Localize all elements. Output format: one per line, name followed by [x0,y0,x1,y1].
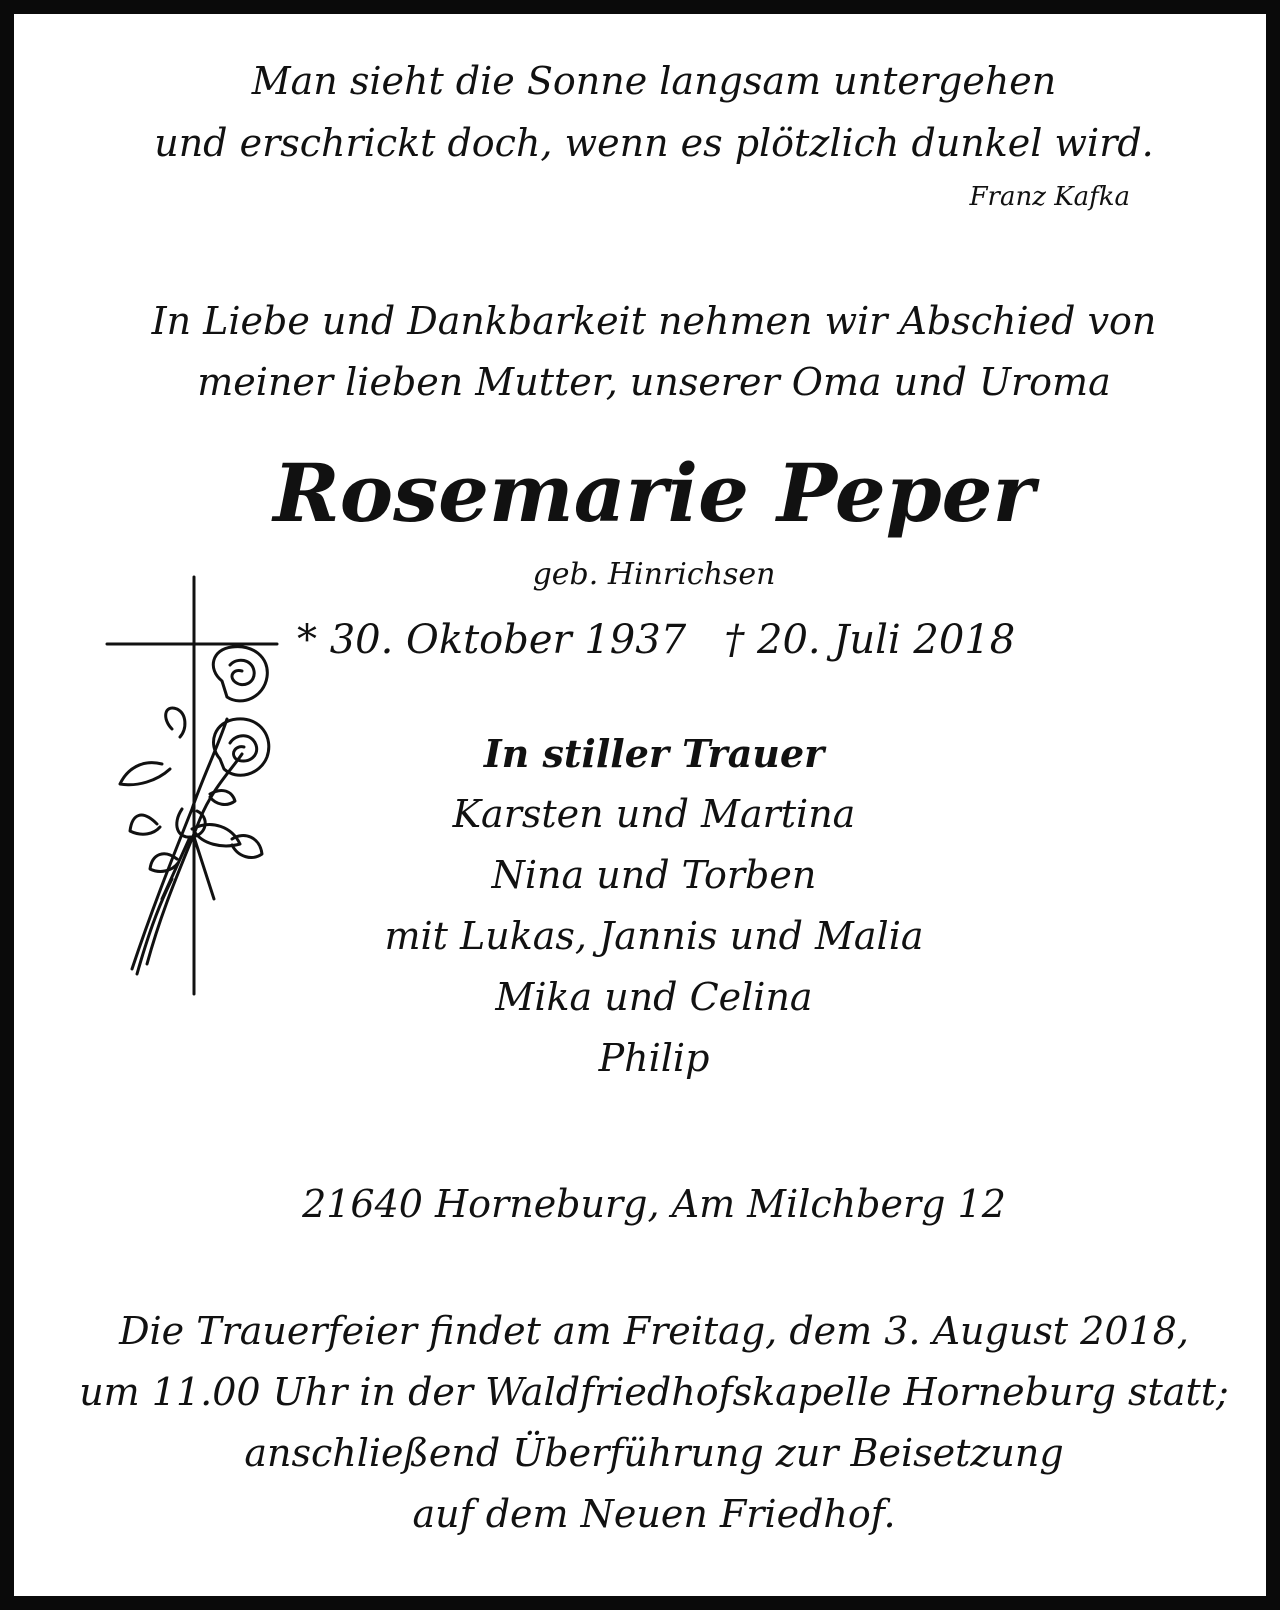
deceased-name: Rosemarie Peper [273,446,1035,540]
mourner-line: Karsten und Martina [452,792,856,836]
mourner-line: mit Lukas, Jannis und Malia [384,914,924,958]
quote-line-2: und erschrickt doch, wenn es plötzlich dunkel wird. [154,121,1154,165]
mourner-line: Nina und Torben [491,853,817,897]
ceremony-line-4: auf dem Neuen Friedhof. [412,1492,896,1536]
mourner-line: Philip [598,1036,710,1080]
intro-line-1: In Liebe und Dankbarkeit nehmen wir Abschied von [151,299,1157,343]
mourners-heading: In stiller Trauer [483,731,825,776]
ceremony-line-1: Die Trauerfeier findet am Freitag, dem 3. August 2018, [119,1309,1189,1353]
address: 21640 Horneburg, Am Milchberg 12 [302,1182,1006,1226]
ceremony-line-3: anschließend Überführung zur Beisetzung [244,1431,1064,1475]
ceremony-line-2: um 11.00 Uhr in der Waldfriedhofskapelle Horneburg statt; [79,1370,1229,1414]
quote-author: Franz Kafka [969,182,1130,212]
mourner-line: Mika und Celina [495,975,813,1019]
born-name: geb. Hinrichsen [532,557,776,592]
quote-line-1: Man sieht die Sonne langsam untergehen [251,59,1057,103]
life-dates: * 30. Oktober 1937 † 20. Juli 2018 [297,617,1016,663]
intro-line-2: meiner lieben Mutter, unserer Oma und Uroma [197,360,1111,404]
